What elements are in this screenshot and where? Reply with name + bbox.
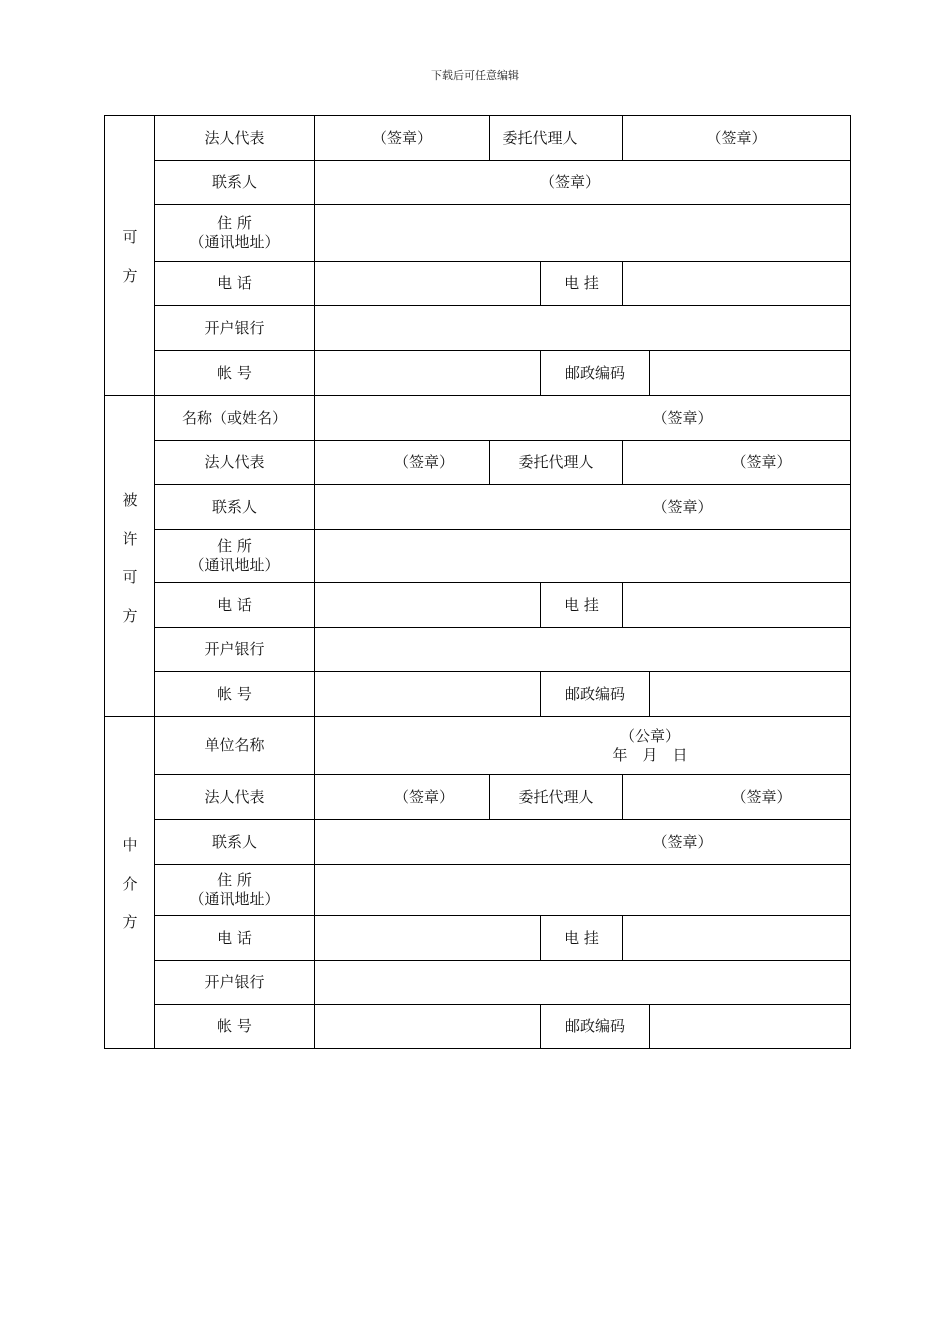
postal-label: 邮政编码: [564, 1017, 625, 1035]
agent-seal: （签章）: [731, 787, 792, 806]
licensee-side-label: [115, 481, 145, 635]
name-label: 名称（或姓名）: [181, 408, 287, 427]
legal-rep-label: 法人代表: [204, 787, 265, 806]
address-label-line2: （通讯地址）: [189, 890, 280, 908]
page-header: 下载后可任意编辑: [431, 69, 519, 82]
phone-label: 电 话: [217, 928, 252, 947]
cell-divider: [649, 350, 650, 395]
address-label-line1: 住 所: [217, 871, 252, 889]
legal-rep-label: 法人代表: [204, 128, 265, 147]
side-char: 介: [122, 874, 138, 893]
unit-label: 单位名称: [204, 736, 265, 754]
address-label: [155, 205, 314, 261]
account-label: 帐 号: [217, 363, 252, 382]
contact-label: 联系人: [211, 497, 257, 516]
telegraph-label: 电 挂: [564, 595, 599, 614]
table-border-bottom: [104, 1048, 851, 1049]
phone-label: 电 话: [217, 274, 252, 292]
bank-label: 开户银行: [204, 318, 265, 337]
unit-seal-block: [315, 717, 950, 774]
side-char: 方: [122, 913, 138, 931]
address-label-line1: 住 所: [217, 537, 252, 555]
legal-rep-seal: （签章）: [393, 787, 454, 806]
table-border-left: [104, 115, 105, 1049]
telegraph-label: 电 挂: [564, 274, 599, 292]
cell-divider: [649, 671, 650, 716]
contact-seal: （签章）: [539, 173, 600, 191]
agent-seal: （签章）: [706, 128, 767, 147]
address-label-line1: 住 所: [217, 214, 252, 232]
bank-label: 开户银行: [204, 973, 265, 991]
licensor-side-label: [115, 218, 145, 295]
account-label: 帐 号: [217, 684, 252, 703]
postal-label: 邮政编码: [564, 684, 625, 703]
bank-label: 开户银行: [204, 640, 265, 658]
address-label: [155, 865, 314, 915]
telegraph-label: 电 挂: [564, 928, 599, 947]
side-char: 方: [122, 266, 138, 285]
agent-label: 委托代理人: [502, 128, 578, 147]
contact-label: 联系人: [211, 832, 257, 851]
name-seal: （签章）: [652, 408, 713, 427]
account-label: 帐 号: [217, 1017, 252, 1035]
unit-seal: （公章）: [619, 726, 680, 745]
side-char: 被: [122, 491, 138, 509]
phone-label: 电 话: [217, 595, 252, 614]
cell-divider: [649, 1004, 650, 1049]
side-char: 可: [122, 228, 138, 246]
legal-rep-label: 法人代表: [204, 453, 265, 471]
side-char: 方: [122, 606, 138, 625]
legal-rep-seal: （签章）: [393, 453, 454, 471]
contact-seal: （签章）: [652, 497, 713, 516]
legal-rep-seal: （签章）: [371, 128, 432, 147]
contact-seal: （签章）: [652, 832, 713, 851]
agent-label: 委托代理人: [518, 787, 594, 806]
contact-label: 联系人: [211, 173, 257, 191]
address-label-line2: （通讯地址）: [189, 556, 280, 574]
agent-label: 委托代理人: [518, 453, 594, 471]
cell-divider: [622, 915, 623, 960]
agent-seal: （签章）: [731, 453, 792, 471]
cell-divider: [622, 261, 623, 306]
intermediary-side-label: [115, 826, 145, 942]
address-label: [155, 530, 314, 582]
address-label-line2: （通讯地址）: [189, 233, 280, 251]
postal-label: 邮政编码: [564, 363, 625, 382]
side-char: 许: [122, 529, 138, 548]
side-char: 可: [122, 568, 138, 586]
date-line: 年 月 日: [612, 745, 688, 764]
cell-divider: [622, 582, 623, 627]
side-char: 中: [122, 836, 138, 854]
